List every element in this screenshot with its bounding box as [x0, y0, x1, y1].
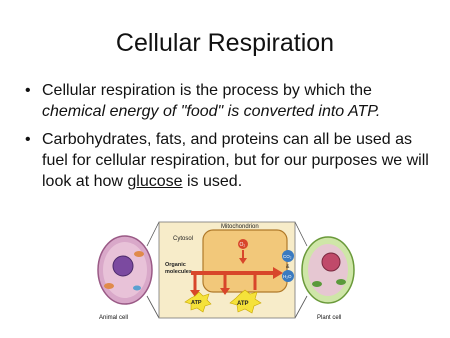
bullet-text: Cellular respiration is the process by which the	[42, 82, 372, 99]
co2-label: CO₂	[283, 254, 292, 259]
plant-cell-label: Plant cell	[317, 315, 342, 321]
organic-label-line2: molecules	[165, 269, 192, 275]
plant-cell-illustration	[302, 237, 354, 303]
h2o-label: H₂O	[283, 274, 292, 279]
cytosol-label: Cytosol	[173, 236, 194, 242]
slide-title: Cellular Respiration	[115, 29, 335, 57]
cellular-respiration-diagram	[95, 210, 357, 325]
atp-left-label: ATP	[191, 300, 202, 306]
atp-center-label: ATP	[237, 301, 249, 307]
o2-label: O₂	[239, 242, 246, 248]
bullet-italic-text: chemical energy of "food" is converted into ATP.	[42, 103, 381, 120]
animal-cell-illustration	[98, 236, 152, 304]
glucose-underlined: glucose	[127, 173, 183, 190]
bullet-list	[22, 80, 432, 199]
mitochondrion-label: Mitochondrion	[221, 224, 259, 230]
bullet-item	[22, 80, 432, 122]
animal-cell-label: Animal cell	[99, 315, 129, 321]
bullet-text: Carbohydrates, fats, and proteins can all be used as fuel for cellular respiration, but for our purposes we will look at how	[42, 131, 429, 190]
bullet-text-end: is used.	[182, 173, 243, 190]
bullet-item	[22, 129, 432, 192]
and-label: &	[286, 264, 290, 270]
organic-label-line1: Organic	[165, 262, 186, 268]
